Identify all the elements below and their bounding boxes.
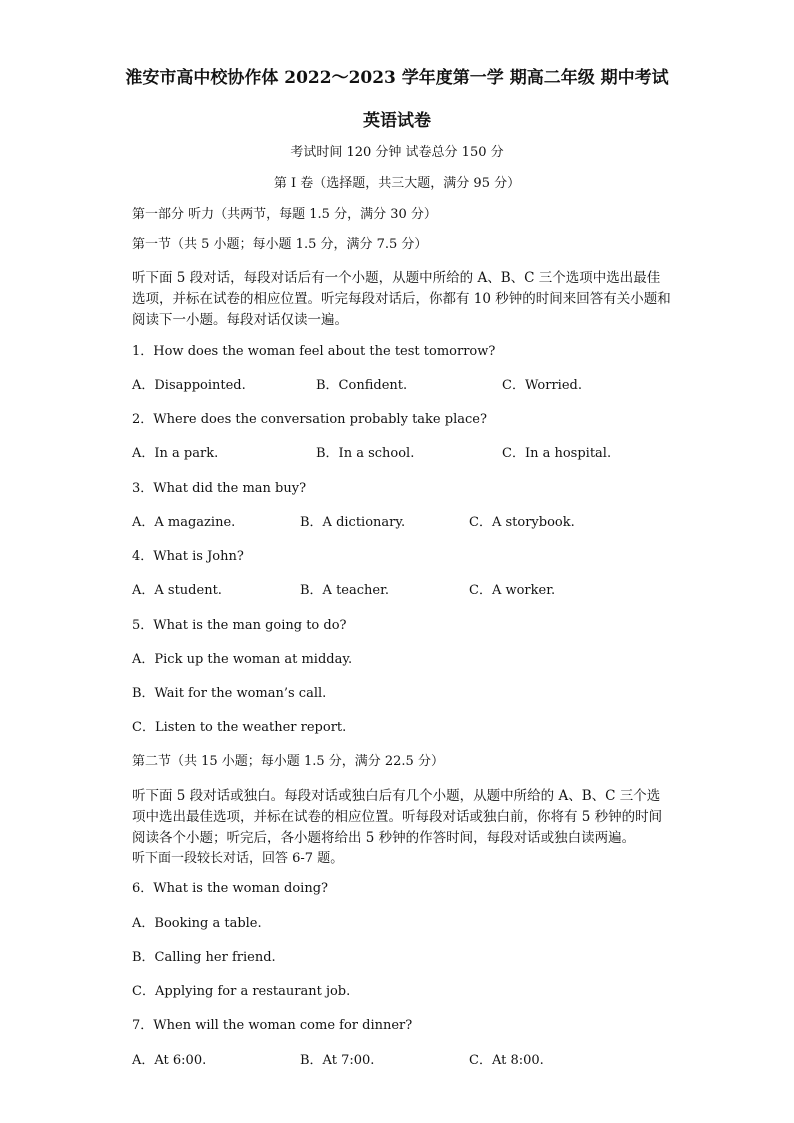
option-c: C．At 8:00. [469,1053,544,1068]
volume-info: 第 I 卷（选择题，共三大题，满分 95 分） [273,176,521,191]
question-text: 7．When will the woman come for dinner? [132,1018,413,1033]
option-c: C．In a hospital. [502,446,612,461]
option-c: C．Applying for a restaurant job. [132,984,351,999]
option-c: C．A storybook. [469,515,575,530]
option-c: C．Listen to the weather report. [132,720,347,735]
option-b: B．Calling her friend. [132,950,276,965]
option-a: A．At 6:00. [132,1053,207,1068]
section2-sub-instruction: 听下面一段较长对话，回答 6-7 题。 [132,851,344,866]
option-b: B．In a school. [316,446,415,461]
option-c: C．Worried. [502,378,582,393]
question-text: 2．Where does the conversation probably take place? [132,412,487,427]
option-c: C．A worker. [469,583,556,598]
option-b: B．A dictionary. [300,515,406,530]
section1-heading: 第一节（共 5 小题；每小题 1.5 分，满分 7.5 分） [132,237,428,252]
question-text: 4．What is John? [132,549,244,564]
option-b: B．Confident. [316,378,408,393]
question-text: 5．What is the man going to do? [132,618,347,633]
option-a: A．In a park. [132,446,219,461]
option-a: A．A student. [132,583,222,598]
section2-heading: 第二节（共 15 小题；每小题 1.5 分，满分 22.5 分） [132,754,444,769]
option-b: B．A teacher. [300,583,390,598]
exam-subtitle: 英语试卷 [363,111,431,131]
question-text: 6．What is the woman doing? [132,881,329,896]
option-a: A．Pick up the woman at midday. [132,652,353,667]
section1-instructions: 听下面 5 段对话，每段对话后有一个小题，从题中所给的 A、B、C 三个选项中选出最佳选项，并标在试卷的相应位置。听完每段对话后，你都有 10 秒钟的时间来回答有关小题和阅读下一小题。每段对话仅读一遍。 [132,270,671,328]
exam-info: 考试时间 120 分钟 试卷总分 150 分 [290,145,504,160]
exam-title: 淮安市高中校协作体 2022～2023 学年度第一学 期高二年级 期中考试 [125,68,669,88]
option-a: A．Booking a table. [132,916,262,931]
option-a: A．A magazine. [132,515,236,530]
option-b: B．At 7:00. [300,1053,375,1068]
question-text: 3．What did the man buy? [132,481,307,496]
option-a: A．Disappointed. [132,378,246,393]
part1-heading: 第一部分 听力（共两节，每题 1.5 分，满分 30 分） [132,207,437,222]
section2-instructions: 听下面 5 段对话或独白。每段对话或独白后有几个小题，从题中所给的 A、B、C 三个选项中选出最佳选项，并标在试卷的相应位置。听每段对话或独白前，你将有 5 秒钟的时间阅读各个小题；听完后，各小题将给出 5 秒钟的作答时间，每段对话或独白读两遍。 [132,788,663,846]
question-text: 1．How does the woman feel about the test tomorrow? [132,344,496,359]
option-b: B．Wait for the woman’s call. [132,686,327,701]
